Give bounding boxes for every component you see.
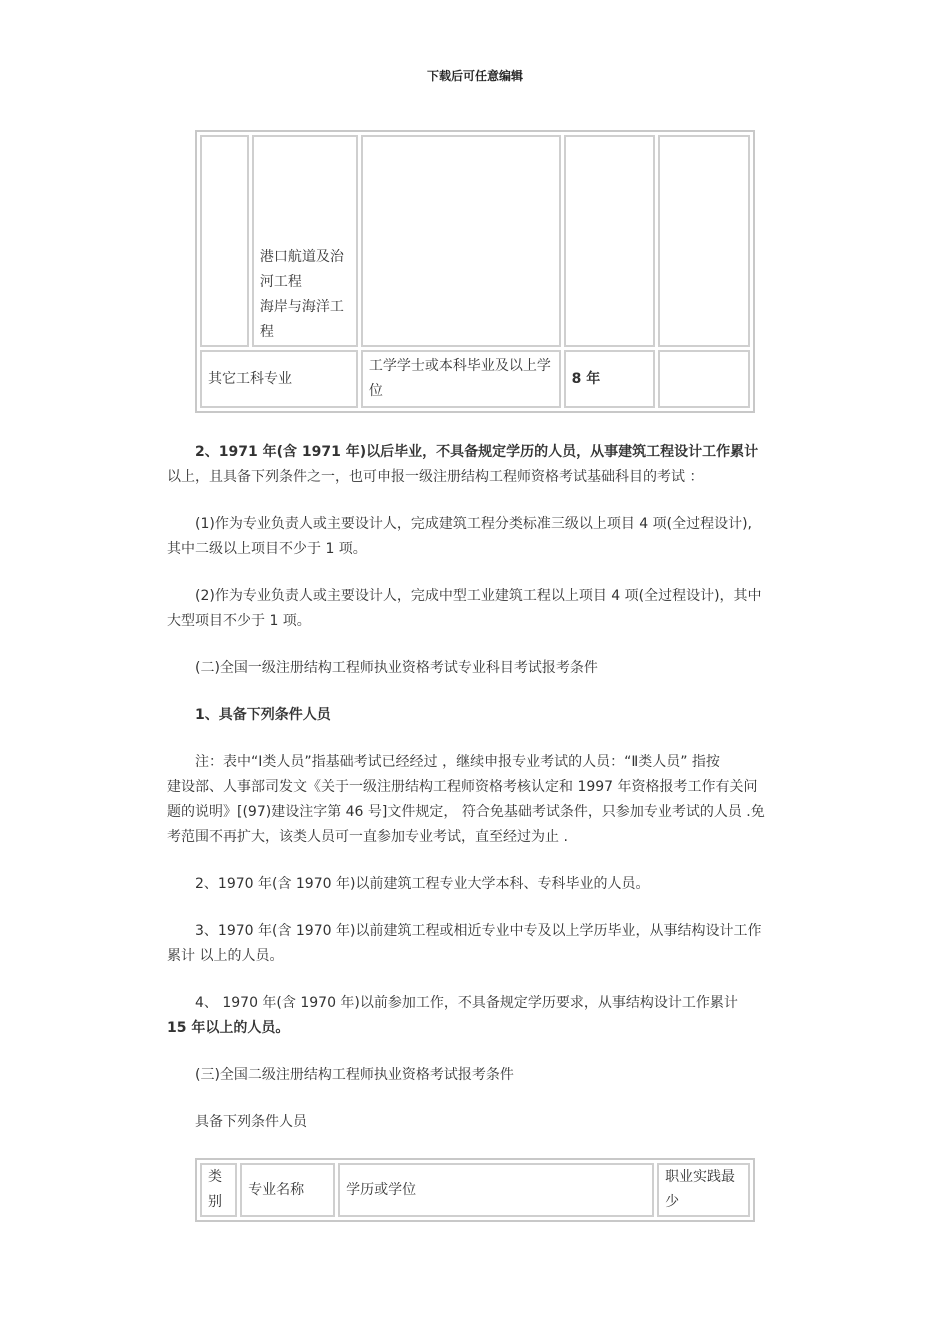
table-cell — [361, 135, 561, 347]
requirements-table-continued — [195, 130, 755, 413]
text-line: 考范围不再扩大，该类人员可一直参加专业考试，直至经过为止 . — [167, 829, 568, 845]
text-line: 累计 以上的人员。 — [167, 948, 284, 964]
text-line: 以上，且具备下列条件之一，也可申报一级注册结构工程师资格考试基础科目的考试 ： — [167, 469, 704, 485]
paragraph-1970-workers — [167, 991, 787, 1041]
paragraph-condition-2 — [167, 584, 787, 634]
text-line: 3、1970 年(含 1970 年)以前建筑工程或相近专业中专及以上学历毕业，从事结构设计工作 — [195, 923, 762, 939]
table-header-row — [200, 1163, 750, 1217]
text-line: 其中二级以上项目不少于 1 项。 — [167, 541, 367, 557]
subheading-eligible-persons — [167, 703, 787, 728]
table-cell — [658, 135, 750, 347]
major-line: 港口航道及治 — [259, 249, 344, 265]
table-cell-degree — [361, 350, 561, 408]
subheading-eligible-persons-2 — [167, 1110, 787, 1135]
table-cell-years: 8 年 — [564, 350, 656, 408]
section-heading-professional-exam — [167, 656, 787, 681]
table-row — [200, 350, 750, 408]
degree-line: 工学学士或本科毕业及以上学 — [368, 358, 551, 374]
text-line: 2、1970 年(含 1970 年)以前建筑工程专业大学本科、专科毕业的人员。 — [195, 876, 650, 892]
table-cell — [564, 135, 656, 347]
section-heading-level2-exam — [167, 1063, 787, 1088]
paragraph-note — [167, 750, 787, 850]
text-line: 题的说明》[(97)建设注字第 46 号]文件规定， 符合免基础考试条件，只参加专业考试的人员 .免 — [167, 804, 765, 820]
degree-line: 位 — [368, 383, 383, 399]
paragraph-1971-graduates — [167, 440, 787, 490]
table-cell-major: 其它工科专业 — [200, 350, 358, 408]
level2-requirements-table — [195, 1158, 755, 1222]
header-category: 类别 — [200, 1163, 237, 1217]
text-line: 4、 1970 年(含 1970 年)以前参加工作，不具备规定学历要求，从事结构设计工作累计 — [195, 995, 738, 1011]
paragraph-1970-graduates — [167, 872, 787, 897]
text-line: (三)全国二级注册结构工程师执业资格考试报考条件 — [195, 1067, 514, 1083]
text-line: (二)全国一级注册结构工程师执业资格考试专业科目考试报考条件 — [195, 660, 598, 676]
text-line: 1、具备下列条件人员 — [195, 707, 331, 723]
table-row — [200, 135, 750, 347]
header-degree: 学历或学位 — [338, 1163, 654, 1217]
text-line: 2、1971 年(含 1971 年)以后毕业，不具备规定学历的人员，从事建筑工程设计工作累计 — [195, 444, 759, 460]
major-line: 海岸与海洋工 — [259, 299, 344, 315]
table-cell — [658, 350, 750, 408]
text-line: 注：表中“Ⅰ类人员”指基础考试已经经过 ，继续申报专业考试的人员：“Ⅱ类人员” 指按 — [195, 754, 720, 770]
text-line: (2)作为专业负责人或主要设计人，完成中型工业建筑工程以上项目 4 项(全过程设计)，其中 — [195, 588, 762, 604]
text-line: 15 年以上的人员。 — [167, 1020, 290, 1036]
table-cell-major — [252, 135, 358, 347]
text-line: (1)作为专业负责人或主要设计人，完成建筑工程分类标准三级以上项目 4 项(全过程设计), — [195, 516, 753, 532]
text-line: 具备下列条件人员 — [195, 1114, 307, 1130]
paragraph-condition-1 — [167, 512, 787, 562]
page-header: 下载后可任意编辑 — [426, 69, 523, 83]
major-line: 河工程 — [259, 274, 302, 290]
text-line: 建设部、人事部司发文《关于一级注册结构工程师资格考核认定和 1997 年资格报考工作有关问 — [167, 779, 758, 795]
major-line: 程 — [259, 324, 274, 340]
table-cell — [200, 135, 249, 347]
text-line: 大型项目不少于 1 项。 — [167, 613, 311, 629]
paragraph-1970-technical — [167, 919, 787, 969]
header-min-practice: 职业实践最少 — [657, 1163, 750, 1217]
header-major-name: 专业名称 — [240, 1163, 335, 1217]
